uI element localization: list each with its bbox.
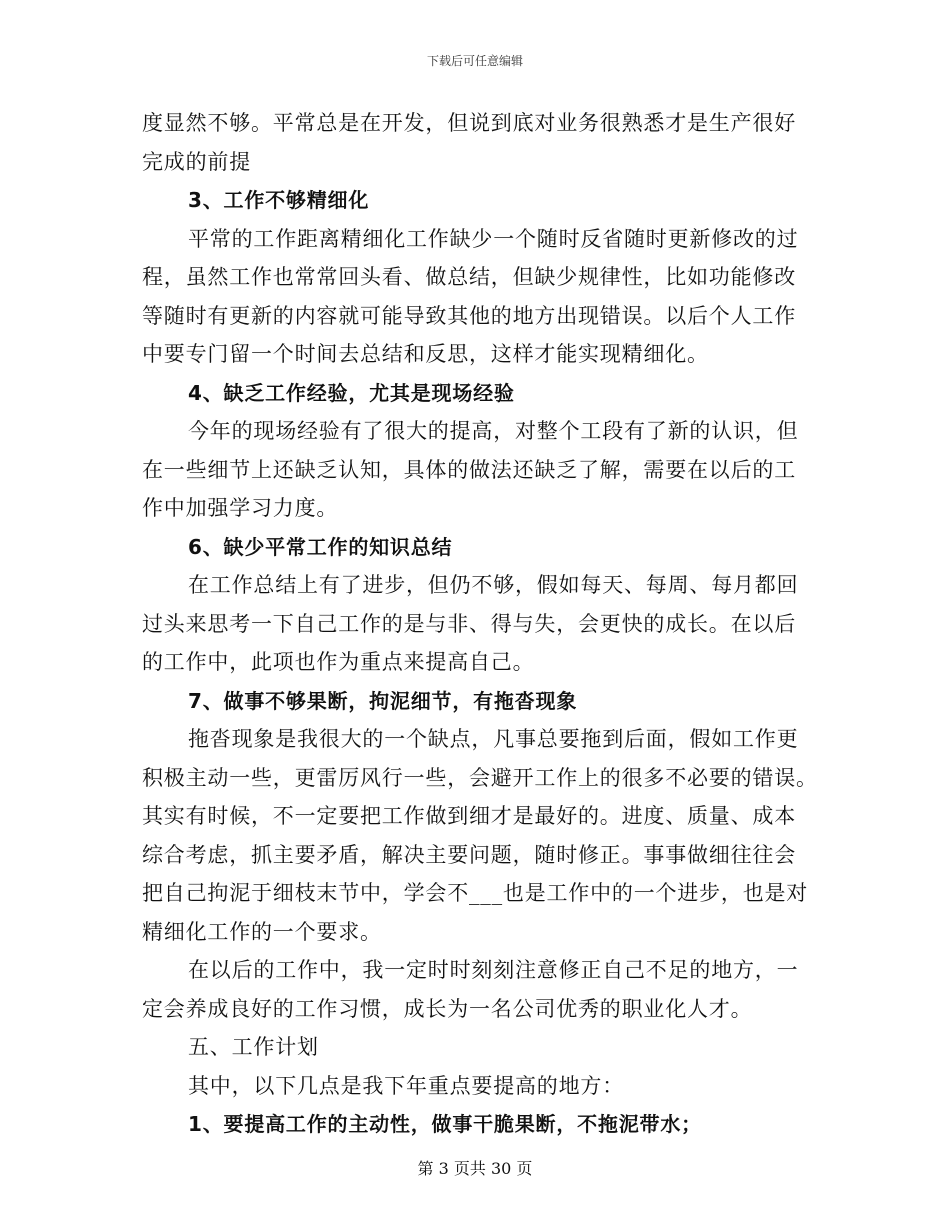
section-heading: 4、缺乏工作经验，尤其是现场经验 xyxy=(188,380,515,405)
section-heading: 6、缺少平常工作的知识总结 xyxy=(188,534,453,559)
text-line: 积极主动一些，更雷厉风行一些，会避开工作上的很多不必要的错误。 xyxy=(142,765,818,790)
text-line: 在一些细节上还缺乏认知，具体的做法还缺乏了解，需要在以后的工 xyxy=(142,457,796,482)
text-line: 度显然不够。平常总是在开发，但说到底对业务很熟悉才是生产很好 xyxy=(142,111,796,135)
section-heading: 3、工作不够精细化 xyxy=(188,188,370,212)
text-line: 中要专门留一个时间去总结和反思，这样才能实现精细化。 xyxy=(142,342,709,366)
text-line: 在以后的工作中，我一定时时刻刻注意修正自己不足的地方，一 xyxy=(188,958,799,982)
text-line: 综合考虑，抓主要矛盾，解决主要问题，随时修正。事事做细往往会 xyxy=(142,842,796,867)
text-line: 程，虽然工作也常常回头看、做总结，但缺少规律性，比如功能修改 xyxy=(142,265,796,289)
text-line: 在工作总结上有了进步，但仍不够，假如每天、每周、每月都回 xyxy=(188,573,799,597)
text-line: 其中，以下几点是我下年重点要提高的地方： xyxy=(188,1073,624,1098)
page-footer: 第 3 页共 30 页 xyxy=(417,1159,533,1178)
text-line: 把自己拘泥于细枝末节中，学会不___也是工作中的一个进步，也是对 xyxy=(142,881,809,905)
text-line: 今年的现场经验有了很大的提高，对整个工段有了新的认识，但 xyxy=(188,419,799,443)
text-line: 等随时有更新的内容就可能导致其他的地方出现错误。以后个人工作 xyxy=(142,303,796,328)
text-line: 过头来思考一下自己工作的是与非、得与失，会更快的成长。在以后 xyxy=(142,611,796,636)
text-line: 定会养成良好的工作习惯，成长为一名公司优秀的职业化人才。 xyxy=(142,996,753,1021)
page-header: 下载后可任意编辑 xyxy=(426,54,523,68)
section-heading: 7、做事不够果断，拘泥细节，有拖沓现象 xyxy=(188,688,578,713)
text-line: 完成的前提 xyxy=(142,149,251,174)
text-line: 平常的工作距离精细化工作缺少一个随时反省随时更新修改的过 xyxy=(188,226,799,251)
section-title: 五、工作计划 xyxy=(188,1035,319,1059)
section-heading: 1、要提高工作的主动性，做事干脆果断，不拖泥带水； xyxy=(188,1112,702,1136)
document-body xyxy=(142,104,818,1144)
text-line: 的工作中，此项也作为重点来提高自己。 xyxy=(142,650,535,674)
text-line: 拖沓现象是我很大的一个缺点，凡事总要拖到后面，假如工作更 xyxy=(188,727,799,751)
text-line: 精细化工作的一个要求。 xyxy=(142,919,382,944)
text-line: 作中加强学习力度。 xyxy=(142,496,339,520)
text-line: 其实有时候，不一定要把工作做到细才是最好的。进度、质量、成本 xyxy=(142,804,796,828)
